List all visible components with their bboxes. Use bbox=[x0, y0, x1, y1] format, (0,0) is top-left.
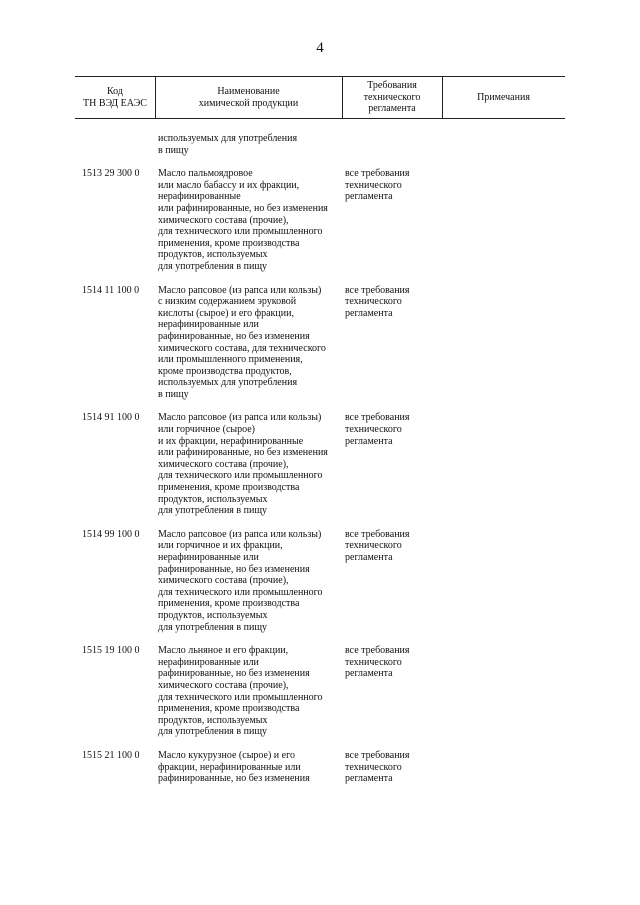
cell-code: 1513 29 300 0 bbox=[82, 168, 140, 180]
cell-code: 1515 19 100 0 bbox=[82, 645, 140, 657]
cell-name: Масло льняное и его фракции, нерафинированные или рафинированные, но без изменения химического состава (прочие), для технического или промышленного применения, кроме производства продуктов, используемых для употребления в пищу bbox=[158, 645, 323, 738]
cell-name: Масло пальмоядровое или масло бабассу и их фракции, нерафинированные или рафинированные, но без изменения химического состава (прочие), для технического или промышленного применения, кроме производства продуктов, используемых для употребления в пищу bbox=[158, 168, 328, 272]
header-notes: Примечания bbox=[477, 91, 530, 103]
table-row bbox=[75, 412, 565, 516]
cell-code: 1514 91 100 0 bbox=[82, 412, 140, 424]
cell-notes bbox=[442, 750, 565, 785]
table-row bbox=[75, 529, 565, 633]
cell-name: используемых для употребления в пищу bbox=[158, 133, 298, 156]
page-number: 4 bbox=[316, 40, 324, 56]
header-requirements: Требования технического регламента bbox=[363, 80, 421, 115]
cell-notes bbox=[442, 168, 565, 272]
table-row bbox=[75, 168, 565, 272]
cell-code bbox=[75, 133, 155, 156]
cell-requirements: все требования технического регламента bbox=[345, 412, 410, 447]
cell-code: 1515 21 100 0 bbox=[82, 749, 140, 761]
table-row bbox=[75, 285, 565, 401]
cell-code: 1514 11 100 0 bbox=[82, 284, 140, 296]
table-row bbox=[75, 750, 565, 785]
cell-name: Масло рапсовое (из рапса или кользы) или горчичное и их фракции, нерафинированные или рафинированные, но без изменения химического состава (прочие), для технического или промышленного применения, кроме производства продуктов, используемых для употребления в пищу bbox=[158, 528, 323, 633]
cell-notes bbox=[442, 285, 565, 401]
header-name: Наименование химической продукции bbox=[198, 86, 299, 109]
table-row bbox=[75, 645, 565, 738]
cell-name: Масло рапсовое (из рапса или кользы) или горчичное (сырое) и их фракции, нерафинированные или рафинированные, но без изменения химического состава (прочие), для технического или промышленного применения, кроме производства продуктов, используемых для употребления в пищу bbox=[158, 412, 328, 517]
cell-requirements bbox=[342, 133, 442, 156]
cell-requirements: все требования технического регламента bbox=[345, 528, 410, 563]
cell-notes bbox=[442, 412, 565, 516]
cell-name: Масло кукурузное (сырое) и его фракции, нерафинированные или рафинированные, но без изменения bbox=[158, 749, 310, 785]
cell-name: Масло рапсовое (из рапса или кользы) с низким содержанием эруковой кислоты (сырое) и его фракции, нерафинированные или рафинированные, но без изменения химического состава, для технического или промышленного применения, кроме производства продуктов, используемых для употребления в пищу bbox=[158, 284, 326, 400]
table-body bbox=[75, 133, 565, 785]
table-header bbox=[75, 76, 565, 119]
table-row bbox=[75, 133, 565, 156]
cell-code: 1514 99 100 0 bbox=[82, 528, 140, 540]
cell-notes bbox=[442, 133, 565, 156]
cell-notes bbox=[442, 529, 565, 633]
cell-requirements: все требования технического регламента bbox=[345, 284, 410, 319]
cell-notes bbox=[442, 645, 565, 738]
cell-requirements: все требования технического регламента bbox=[345, 645, 410, 680]
cell-requirements: все требования технического регламента bbox=[345, 749, 410, 785]
cell-requirements: все требования технического регламента bbox=[345, 168, 410, 203]
header-code: Код ТН ВЭД ЕАЭС bbox=[83, 86, 147, 109]
